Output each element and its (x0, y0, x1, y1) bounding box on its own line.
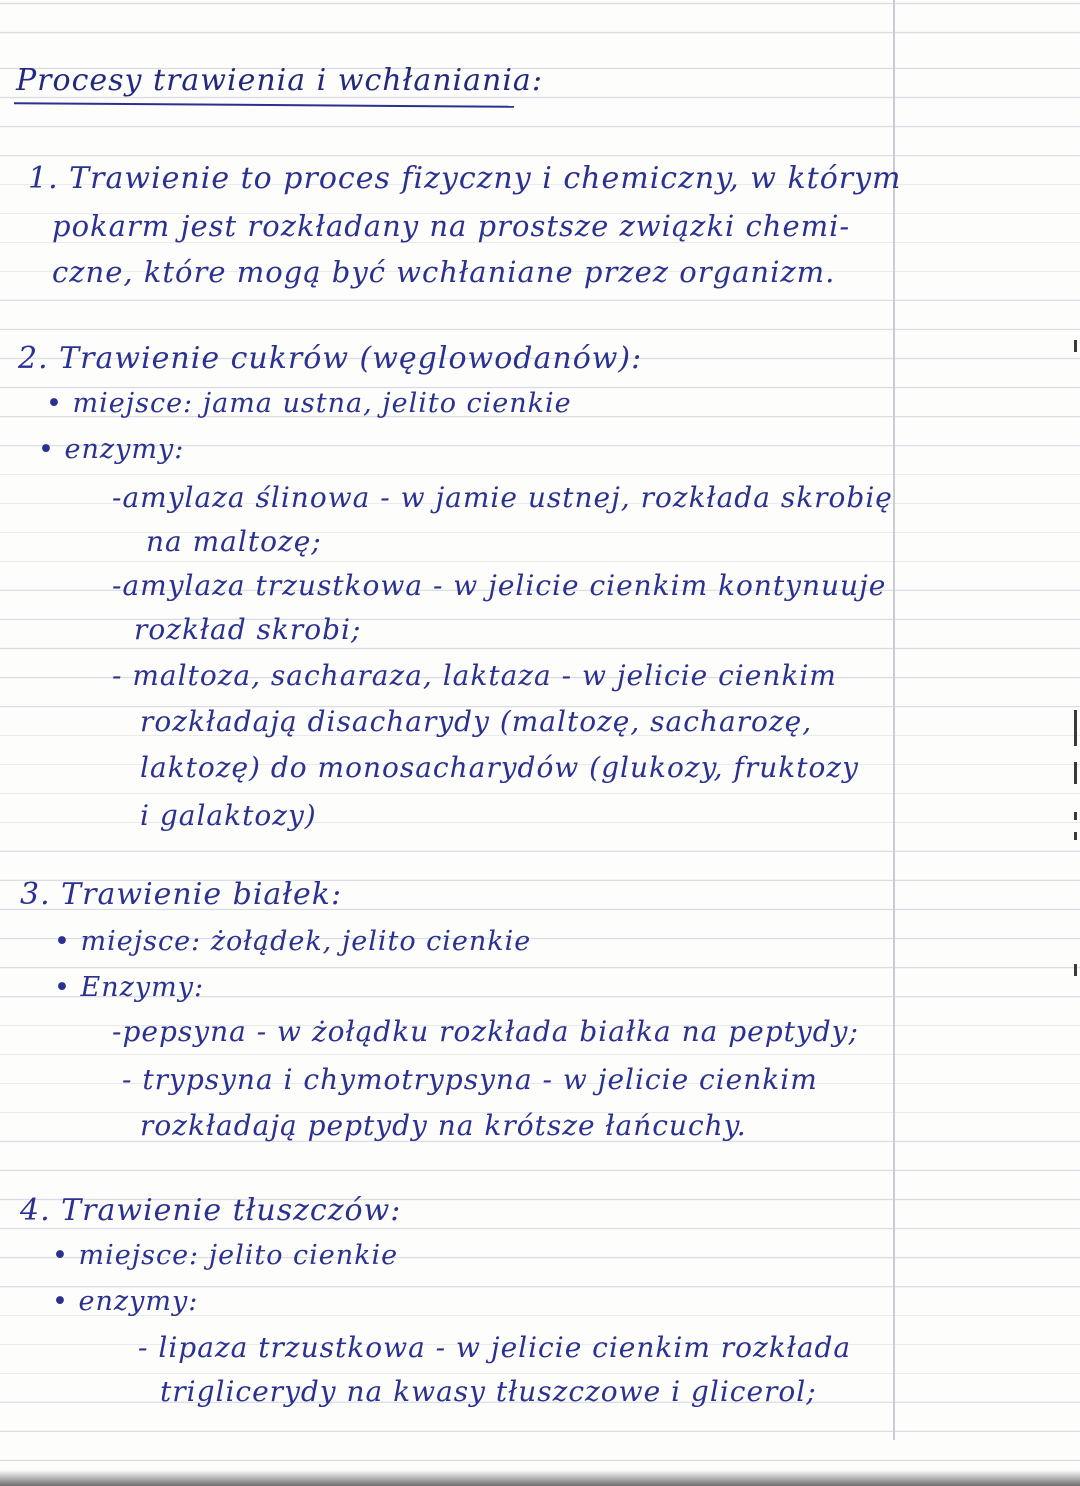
enzyme-entry: - trypsyna i chymotrypsyna - w jelicie cienkim (122, 1063, 818, 1096)
proteins-enzymes-label: • Enzymy: (54, 972, 205, 1003)
page-edge-mark (1074, 340, 1077, 352)
enzyme-entry: -pepsyna - w żołądku rozkłada białka na peptydy; (112, 1015, 859, 1048)
margin-line (893, 0, 895, 1440)
section-heading-proteins: 3. Trawienie białek: (20, 877, 343, 912)
enzyme-entry: -amylaza trzustkowa - w jelicie cienkim kontynuuje (112, 569, 887, 602)
enzyme-entry: - lipaza trzustkowa - w jelicie cienkim rozkłada (138, 1331, 852, 1364)
page-edge-mark (1074, 710, 1077, 746)
carbohydrates-enzymes-label: • enzymy: (38, 434, 185, 465)
enzyme-entry: - maltoza, sacharaza, laktaza - w jelicie cienkim (112, 659, 837, 692)
enzyme-entry-continued: laktozę) do monosacharydów (glukozy, fruktozy (140, 751, 859, 784)
page-edge-mark (1074, 964, 1077, 976)
enzyme-entry-continued: rozkład skrobi; (134, 613, 362, 646)
enzyme-entry-continued: triglicerydy na kwasy tłuszczowe i glicerol; (160, 1375, 817, 1408)
enzyme-entry-continued: na maltozę; (146, 525, 322, 558)
note-line-3: czne, które mogą być wchłaniane przez organizm. (52, 255, 836, 289)
section-heading-fats: 4. Trawienie tłuszczów: (20, 1193, 402, 1228)
page-title: Procesy trawienia i wchłaniania: (16, 63, 543, 98)
page-edge-mark (1074, 812, 1077, 820)
fats-enzymes-label: • enzymy: (52, 1286, 199, 1317)
section-heading-carbohydrates: 2. Trawienie cukrów (węglowodanów): (18, 341, 643, 376)
page-edge-mark (1074, 762, 1077, 784)
proteins-place: • miejsce: żołądek, jelito cienkie (54, 926, 532, 957)
note-line-1: 1. Trawienie to proces fizyczny i chemiczny, w którym (28, 161, 902, 196)
title-underline (14, 102, 514, 107)
fats-place: • miejsce: jelito cienkie (52, 1240, 399, 1271)
enzyme-entry-continued: rozkładają peptydy na krótsze łańcuchy. (140, 1109, 747, 1142)
enzyme-entry-continued: i galaktozy) (140, 799, 317, 832)
enzyme-entry-continued: rozkładają disacharydy (maltozę, sacharozę, (140, 705, 813, 738)
carbohydrates-place: • miejsce: jama ustna, jelito cienkie (46, 388, 572, 419)
page-edge-mark (1074, 832, 1077, 840)
enzyme-entry: -amylaza ślinowa - w jamie ustnej, rozkłada skrobię (112, 481, 893, 514)
note-line-2: pokarm jest rozkładany na prostsze związki chemi- (52, 209, 851, 243)
scan-bottom-edge (0, 1470, 1080, 1486)
